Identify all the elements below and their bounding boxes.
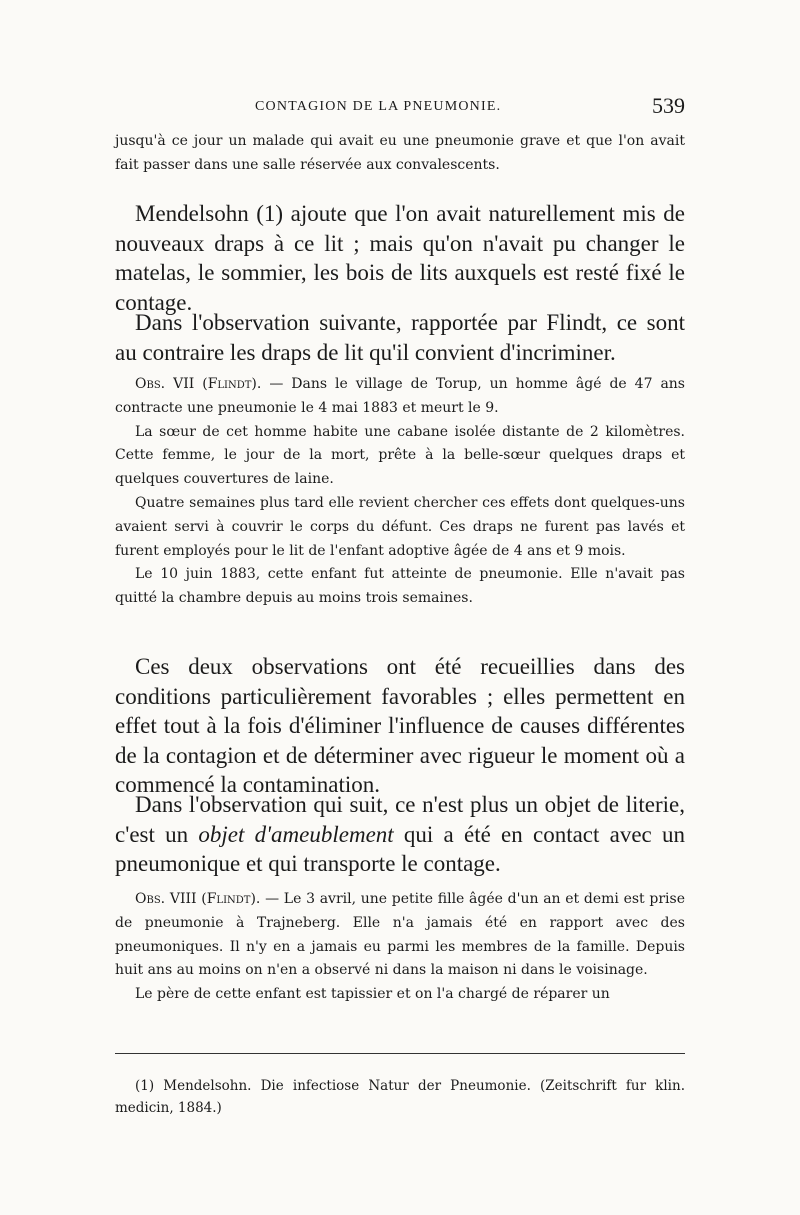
- obs8-label: Obs. VIII (Flindt).: [135, 891, 261, 907]
- paragraph-2: Mendelsohn (1) ajoute que l'on avait naturellement mis de nouveaux draps à ce lit ; mais qu'on n'avait pu changer le matelas, le sommier, les bois de lits auxquels est resté fixé le contage.: [115, 201, 685, 315]
- paragraph-5: Dans l'observation qui suit, ce n'est plus un objet de literie, c'est un objet d'ameublement qui a été en contact avec un pneumonique et qui transporte le contage.: [115, 792, 685, 876]
- obs8-para2: Le père de cette enfant est tapissier et on l'a chargé de réparer un: [135, 986, 610, 1003]
- obs7-para3: Quatre semaines plus tard elle revient chercher ces effets dont quelques-uns avaient servi à couvrir le corps du défunt. Ces draps ne furent pas lavés et furent employés pour le lit de l'enfant adoptive âgée de 4 ans et 9 mois.: [115, 494, 685, 559]
- page-number: 539: [652, 93, 685, 118]
- obs7-para4: Le 10 juin 1883, cette enfant fut atteinte de pneumonie. Elle n'avait pas quitté la chambre depuis au moins trois semaines.: [115, 566, 685, 607]
- obs7-intro: Obs. VII (Flindt). — Dans le village de Torup, un homme âgé de 47 ans contracte une pneumonie le 4 mai 1883 et meurt le 9.: [115, 376, 685, 416]
- footnote: (1) Mendelsohn. Die infectiose Natur der Pneumonie. (Zeitschrift fur klin. medicin, 1884.): [115, 1078, 685, 1116]
- observation-7: [115, 373, 685, 611]
- obs7-para2: La sœur de cet homme habite une cabane isolée distante de 2 kilomètres. Cette femme, le jour de la mort, prête à la belle-sœur quelques draps et quelques couvertures de laine.: [115, 423, 685, 488]
- paragraph-3: Dans l'observation suivante, rapportée par Flindt, ce sont au contraire les draps de lit qu'il convient d'incriminer.: [115, 310, 685, 365]
- italic-phrase: objet d'ameublement: [198, 821, 394, 847]
- footnote-divider: [115, 1053, 685, 1054]
- obs8-intro: Obs. VIII (Flindt). — Le 3 avril, une petite fille âgée d'un an et demi est prise de pneumonie à Trajneberg. Elle n'a jamais été en rapport avec des pneumoniques. Il n'y en a jamais eu parmi les membres de la famille. Depuis huit ans au moins on n'en a observé ni dans la maison ni dans le voisinage.: [115, 891, 685, 979]
- obs7-label: Obs. VII (Flindt).: [135, 376, 262, 392]
- paragraph-1: jusqu'à ce jour un malade qui avait eu une pneumonie grave et que l'on avait fait passer dans une salle réservée aux convalescents.: [115, 133, 685, 173]
- page-header: [115, 93, 685, 123]
- running-title: CONTAGION DE LA PNEUMONIE.: [255, 99, 502, 114]
- observation-8: [115, 888, 685, 1007]
- paragraph-4: Ces deux observations ont été recueillies dans des conditions particulièrement favorables ; elles permettent en effet tout à la fois d'éliminer l'influence de causes différentes de la contagion et de déterminer avec rigueur le moment où a commencé la contamination.: [115, 654, 685, 797]
